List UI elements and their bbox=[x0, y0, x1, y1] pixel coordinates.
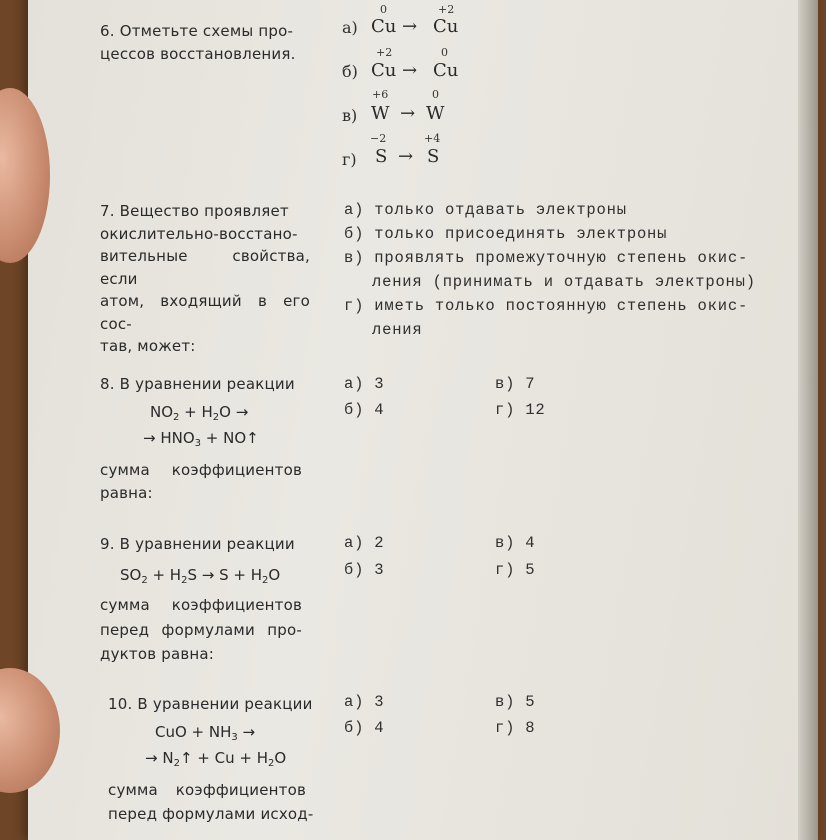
q6-line2: цессов восстановления. bbox=[100, 44, 296, 63]
element: S bbox=[375, 146, 388, 167]
q9-line2: сумма коэффициентов bbox=[100, 596, 302, 614]
option-label: б) bbox=[342, 62, 358, 81]
element: W bbox=[426, 103, 445, 124]
q9-answer-d: г) 5 bbox=[495, 561, 536, 579]
charge: +2 bbox=[438, 3, 455, 16]
charge: +4 bbox=[424, 132, 441, 145]
q8-line1: 8. В уравнении реакции bbox=[100, 375, 295, 393]
q10-answer-a: а) 3 bbox=[344, 693, 385, 711]
element: Cu bbox=[433, 60, 459, 81]
q10-answer-b: б) 4 bbox=[344, 719, 385, 737]
arrow: → bbox=[400, 103, 416, 124]
charge: 0 bbox=[441, 46, 448, 59]
q9-equation: $SO_2 + H_2S \to S + H_2O$ bbox=[120, 566, 281, 586]
element: Cu bbox=[433, 16, 459, 37]
option-label: г) bbox=[342, 150, 357, 169]
q7-line: 7. Вещество проявляет bbox=[100, 202, 289, 220]
q7-line: тав, может: bbox=[100, 337, 196, 355]
element: Cu bbox=[371, 16, 397, 37]
page-edge bbox=[798, 0, 818, 840]
q8-answer-c: в) 7 bbox=[495, 375, 536, 393]
q7-answer: ления bbox=[372, 321, 423, 339]
q7-text bbox=[100, 200, 310, 358]
q6-text bbox=[100, 20, 296, 65]
q7-answer: г) иметь только постоянную степень окис- bbox=[344, 297, 749, 315]
q10-equation-1: CuO + $NH_3$ → bbox=[155, 723, 256, 743]
q7-line: атом, входящий в его сос- bbox=[100, 292, 310, 333]
q9-line1: 9. В уравнении реакции bbox=[100, 535, 295, 553]
charge: +2 bbox=[376, 46, 393, 59]
element: S bbox=[427, 146, 440, 167]
charge: −2 bbox=[370, 132, 387, 145]
q7-line: вительные свойства, если bbox=[100, 247, 310, 288]
q8-answer-a: а) 3 bbox=[344, 375, 385, 393]
q8-answer-d: г) 12 bbox=[495, 401, 546, 419]
charge: 0 bbox=[432, 88, 439, 101]
element: W bbox=[371, 103, 390, 124]
q9-answer-b: б) 3 bbox=[344, 561, 385, 579]
q9-answer-c: в) 4 bbox=[495, 534, 536, 552]
q9-line4: дуктов равна: bbox=[100, 645, 215, 663]
option-label: в) bbox=[342, 106, 358, 125]
q8-equation-2: → $HNO_3$ + NO↑ bbox=[143, 429, 259, 449]
q8-answer-b: б) 4 bbox=[344, 401, 385, 419]
arrow: → bbox=[402, 16, 418, 37]
arrow: → bbox=[402, 60, 418, 81]
q6-number: 6. bbox=[100, 22, 115, 40]
q7-answer: в) проявлять промежуточную степень окис- bbox=[344, 249, 749, 267]
option-label: а) bbox=[342, 18, 358, 37]
q10-equation-2: → $N_2↑ + Cu + H_2O$ bbox=[145, 749, 287, 769]
q7-answer: ления (принимать и отдавать электроны) bbox=[372, 273, 756, 291]
charge: 0 bbox=[380, 3, 387, 16]
q10-line1: 10. В уравнении реакции bbox=[108, 695, 313, 713]
q10-line3: перед формулами исход- bbox=[108, 805, 314, 823]
q7-answer: б) только присоединять электроны bbox=[344, 225, 668, 243]
charge: +6 bbox=[372, 88, 389, 101]
arrow: → bbox=[398, 146, 414, 167]
q9-answer-a: а) 2 bbox=[344, 534, 385, 552]
q10-answer-c: в) 5 bbox=[495, 693, 536, 711]
element: Cu bbox=[371, 60, 397, 81]
q8-line3: равна: bbox=[100, 484, 153, 502]
q7-answer: а) только отдавать электроны bbox=[344, 201, 627, 219]
q10-answer-d: г) 8 bbox=[495, 719, 536, 737]
q8-line2: сумма коэффициентов bbox=[100, 461, 302, 479]
q7-answers bbox=[344, 198, 756, 342]
q10-line2: сумма коэффициентов bbox=[108, 781, 306, 799]
q7-line: окислительно-восстано- bbox=[100, 224, 298, 243]
q6-line1: Отметьте схемы про- bbox=[119, 22, 294, 40]
q9-line3: перед формулами про- bbox=[100, 621, 302, 639]
q8-equation-1: $NO_2 + H_2O$ → bbox=[150, 403, 249, 423]
